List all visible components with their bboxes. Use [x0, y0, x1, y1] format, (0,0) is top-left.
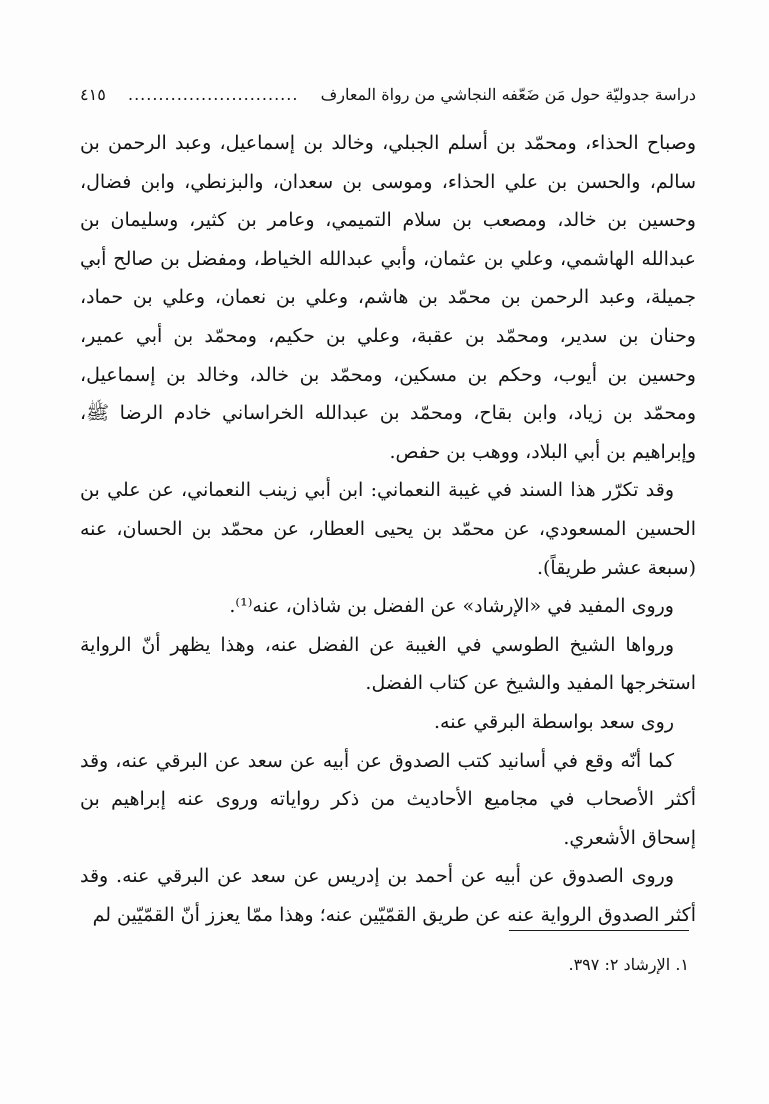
paragraph-saad-barqi: روى سعد بواسطة البرقي عنه.	[433, 710, 674, 733]
paragraph-saduq-qummiyyin: وروى الصدوق عن أبيه عن أحمد بن إدريس عن سعد عن البرقي عنه. وقد أكثر الصدوق الرواية عنه عن طريق القمّيّين عنه؛ وهذا ممّا يعزز أنّ القمّيّين لم	[80, 865, 696, 926]
header-title: دراسة جدوليّة حول مَن ضَعّفه النجاشي من رواة المعارف	[320, 85, 696, 104]
paragraph-saduq-asanid: كما أنّه وقع في أسانيد كتب الصدوق عن أبيه عن سعد عن البرقي عنه، وقد أكثر الأصحاب في مجاميع الأحاديث من ذكر رواياته وروى عنه إبراهيم بن إسحاق الأشعري.	[80, 749, 696, 849]
paragraph-tusi-ghayba: ورواها الشيخ الطوسي في الغيبة عن الفضل عنه، وهذا يظهر أنّ الرواية استخرجها المفيد والشيخ عن كتاب الفضل.	[80, 633, 696, 695]
footnote-divider	[509, 930, 689, 931]
header-leader-dots: ............................	[128, 85, 299, 104]
paragraph-narrators-list: وصباح الحذاء، ومحمّد بن أسلم الجبلي، وخالد بن إسماعيل، وعبد الرحمن بن سالم، والحسن بن علي الحذاء، وموسى بن سعدان، والبزنطي، وابن فضال، وحسين بن خالد، ومصعب بن سلام التميمي، وعامر بن كثير، وسليمان بن عبدالله الهاشمي، وعلي بن عثمان، وأبي عبدالله الخياط، ومفضل بن صالح أبي جميلة، وعبد الرحمن بن محمّد بن هاشم، وعلي بن نعمان، وعلي بن حماد، وحنان بن سدير، ومحمّد بن عقبة، وعلي بن حكيم، ومحمّد بن أبي عمير، وحسين بن أيوب، وحكم بن مسكين، ومحمّد بن خالد، وخالد بن إسماعيل، ومحمّد بن زياد، وابن بقاح، ومحمّد بن عبدالله الخراساني خادم الرضا ﷺ، وإبراهيم بن أبي البلاد، ووهب بن حفص.	[80, 132, 696, 463]
footnote: ١. الإرشاد ٢: ٣٩٧.	[568, 955, 689, 974]
running-header	[80, 84, 696, 106]
paragraph-mufid-irshad: وروى المفيد في «الإرشاد» عن الفضل بن شاذان، عنه⁽¹⁾.	[229, 595, 674, 618]
page-number: ٤١٥	[80, 85, 106, 104]
paragraph-numani-chain: وقد تكرّر هذا السند في غيبة النعماني: ابن أبي زينب النعماني، عن علي بن الحسين المسعودي، عن محمّد بن يحيى العطار، عن محمّد بن الحسان، عنه (سبعة عشر طريقاً).	[80, 479, 696, 579]
body-text	[80, 124, 696, 934]
